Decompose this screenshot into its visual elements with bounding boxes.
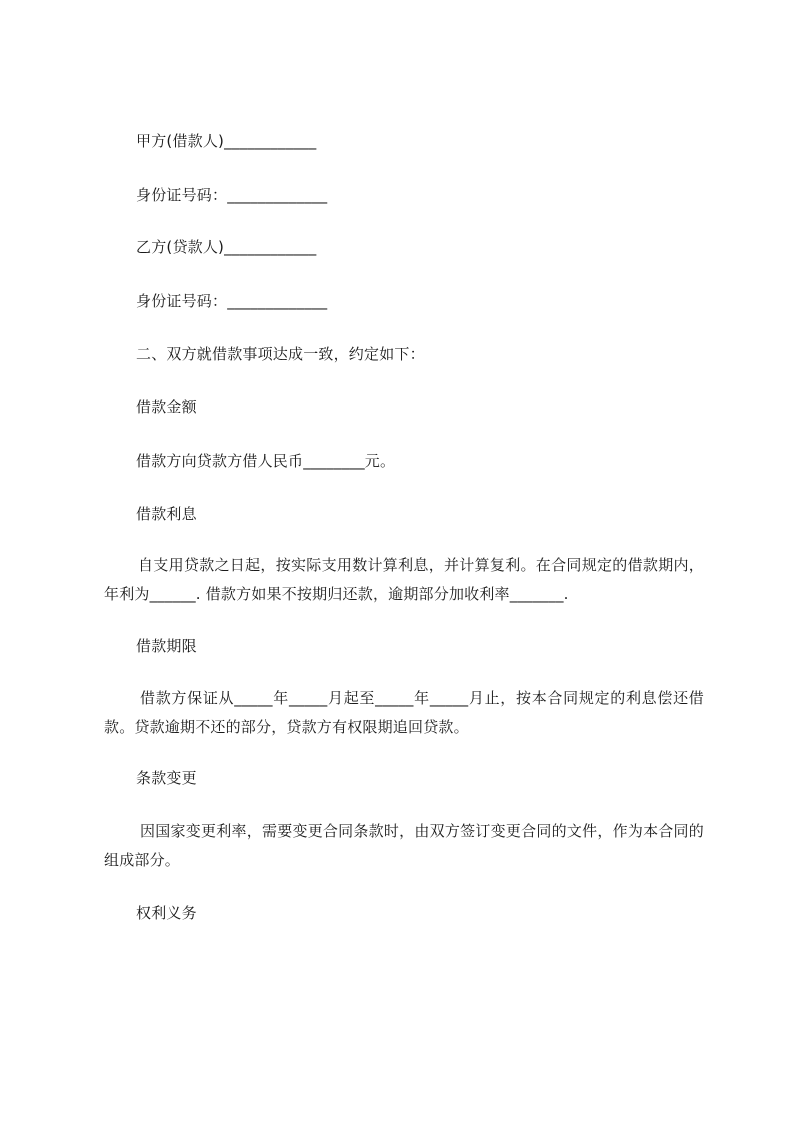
amount-heading: 借款金额 bbox=[136, 398, 197, 416]
term-paragraph: 借款方保证从_____年_____月起至_____年_____月止，按本合同规定的利息偿还借款。贷款逾期不还的部分，贷款方有权限期追回贷款。 bbox=[104, 689, 704, 736]
interest-heading: 借款利息 bbox=[136, 505, 197, 523]
section-two-heading: 二、双方就借款事项达成一致，约定如下： bbox=[136, 345, 425, 363]
term-heading: 借款期限 bbox=[136, 637, 197, 655]
party-a-line: 甲方(借款人)____________ bbox=[136, 132, 317, 150]
change-paragraph: 因国家变更利率，需要变更合同条款时，由双方签订变更合同的文件，作为本合同的组成部分。 bbox=[104, 822, 704, 869]
amount-text: 借款方向贷款方借人民币________元。 bbox=[136, 452, 396, 470]
change-heading: 条款变更 bbox=[136, 769, 197, 787]
rights-heading: 权利义务 bbox=[136, 904, 197, 922]
party-a-id-line: 身份证号码：_____________ bbox=[136, 186, 328, 204]
party-b-line: 乙方(贷款人)____________ bbox=[136, 238, 317, 256]
interest-paragraph: 自支用贷款之日起，按实际支用数计算利息，并计算复利。在合同规定的借款期内，年利为______. 借款方如果不按期归还款，逾期部分加收利率_______. bbox=[104, 556, 704, 603]
party-b-id-line: 身份证号码：_____________ bbox=[136, 292, 328, 310]
